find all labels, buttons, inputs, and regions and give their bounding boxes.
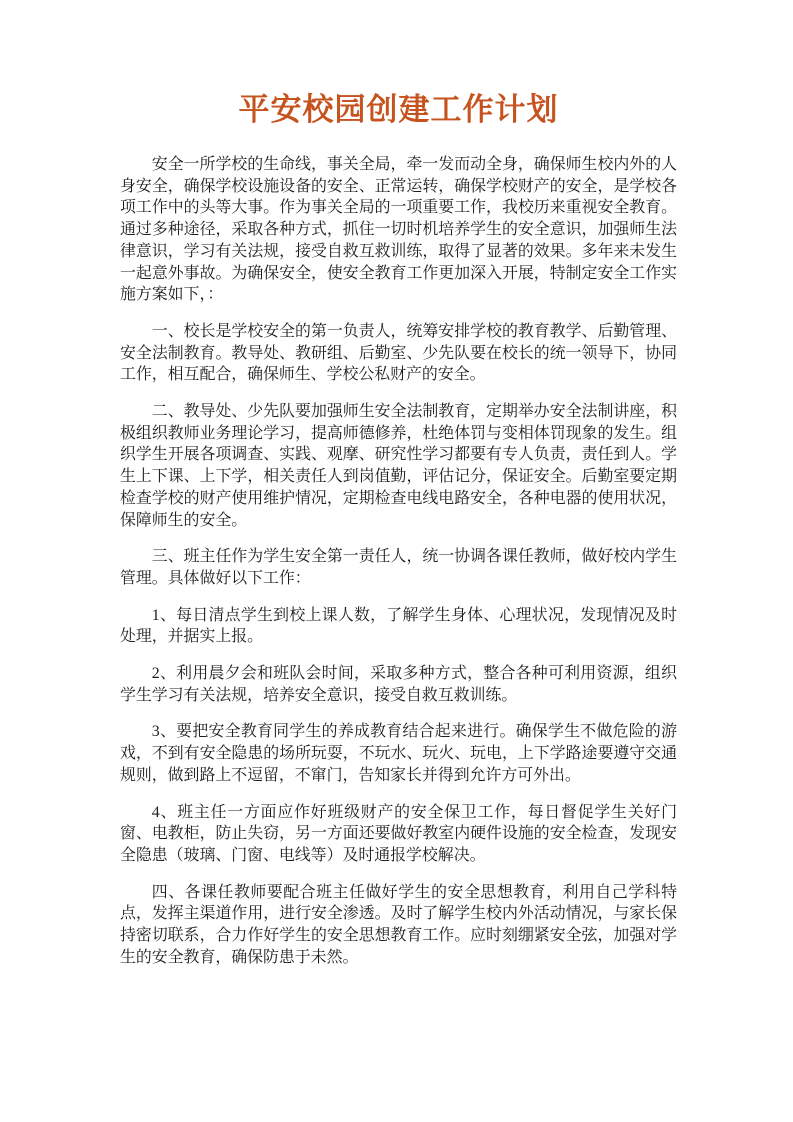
paragraph-item-3: 3、要把安全教育同学生的养成教育结合起来进行。确保学生不做危险的游戏，不到有安全隐患的场所玩耍，不玩水、玩火、玩电，上下学路途要遵守交通规则，做到路上不逗留，不窜门，告知家长并得到允许方可外出。: [120, 723, 677, 784]
paragraph-section-2: 二、教导处、少先队要加强师生安全法制教育，定期举办安全法制讲座，积极组织教师业务理论学习，提高师德修养，杜绝体罚与变相体罚现象的发生。组织学生开展各项调查、实践、观摩、研究性学习都要有专人负责，责任到人。学生上下课、上下学，相关责任人到岗值勤，评估记分，保证安全。后勤室要定期检查学校的财产使用维护情况，定期检查电线电路安全，各种电器的使用状况，保障师生的安全。: [120, 403, 677, 529]
paragraph-item-4: 4、班主任一方面应作好班级财产的安全保卫工作，每日督促学生关好门窗、电教柜，防止失窃，另一方面还要做好教室内硬件设施的安全检查，发现安全隐患（玻璃、门窗、电线等）及时通报学校解决。: [120, 803, 677, 864]
paragraph-section-3: 三、班主任作为学生安全第一责任人，统一协调各课任教师，做好校内学生管理。具体做好以下工作：: [120, 548, 677, 587]
paragraph-section-1: 一、校长是学校安全的第一负责人，统筹安排学校的教育教学、后勤管理、安全法制教育。教导处、教研组、后勤室、少先队要在校长的统一领导下，协同工作，相互配合，确保师生、学校公私财产的安全。: [120, 322, 677, 384]
paragraph-item-1: 1、每日清点学生到校上课人数，了解学生身体、心理状况，发现情况及时处理，并据实上报。: [120, 606, 677, 646]
paragraph-section-4: 四、各课任教师要配合班主任做好学生的安全思想教育，利用自己学科特点，发挥主渠道作用，进行安全渗透。及时了解学生校内外活动情况，与家长保持密切联系，合力作好学生的安全思想教育工作。应时刻绷紧安全弦，加强对学生的安全教育，确保防患于未然。: [120, 883, 677, 966]
paragraph-item-2: 2、利用晨夕会和班队会时间，采取多种方式，整合各种可利用资源，组织学生学习有关法规，培养安全意识，接受自救互救训练。: [120, 665, 677, 704]
document-title: 平安校园创建工作计划: [238, 92, 559, 127]
paragraph-intro: 安全一所学校的生命线，事关全局，牵一发而动全身，确保师生校内外的人身安全，确保学校设施设备的安全、正常运转，确保学校财产的安全，是学校各项工作中的头等大事。作为事关全局的一项重要工作，我校历来重视安全教育。通过多种途径，采取各种方式，抓住一切时机培养学生的安全意识，加强师生法律意识，学习有关法规，接受自救互救训练，取得了显著的效果。多年来未发生一起意外事故。为确保安全，使安全教育工作更加深入开展，特制定安全工作实施方案如下，：: [120, 156, 677, 304]
